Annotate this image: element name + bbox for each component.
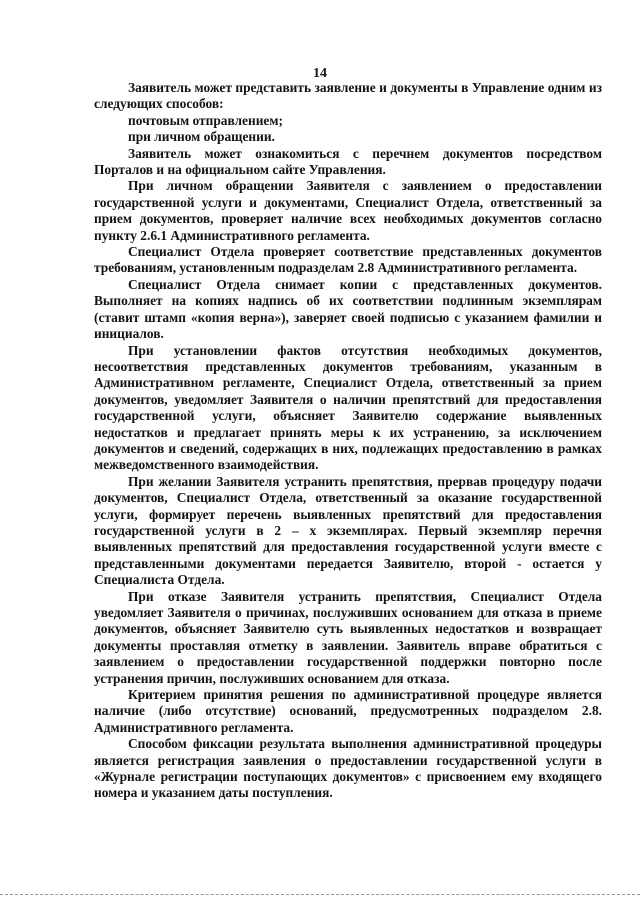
paragraph-missing-documents: При установлении фактов отсутствия необходимых документов, несоответствия представленных документов требованиям, указанным в Административном регламенте, Специалист Отдела, ответственный за прием документов, уведомляет Заявителя о наличии препятствий для предоставления государственной услуги, объясняет Заявителю содержание выявленных недостатков и предлагает принять меры к их устранению, за исключением документов и сведений, содержащих в них, подлежащих предоставлению в рамках межведомственного взаимодействия. [94,342,602,473]
list-item-postal: почтовым отправлением; [128,112,283,128]
page-bottom-edge [0,894,640,895]
paragraph-copies: Специалист Отдела снимает копии с представленных документов. Выполняет на копиях надпись об их соответствии подлинным экземплярам (ставит штамп «копия верна»), заверяет своей подписью с указанием фамилии и инициалов. [94,276,602,342]
paragraph-result-recording: Способом фиксации результата выполнения административной процедуры является регистрация заявления о предоставлении государственной услуги в «Журнале регистрации поступающих документов» с присвоением ему входящего номера и указанием даты поступления. [94,736,602,801]
page-number: 14 [313,66,327,81]
paragraph-remove-obstacles: При желании Заявителя устранить препятствия, прервав процедуру подачи документов, Специалист Отдела, ответственный за оказание государственной услуги, формирует перечень выявленных препятствий для предоставления государственной услуги в 2 – х экземплярах. Первый экземпляр перечня выявленных препятствий для предоставления государственной услуги вместе с представленными документами передается Заявителю, второй - остается у Специалиста Отдела. [94,473,602,588]
list-item-in-person: при личном обращении. [128,129,275,145]
paragraph-refusal: При отказе Заявителя устранить препятствия, Специалист Отдела уведомляет Заявителя о причинах, послуживших основанием для отказа в приеме документов, объясняет Заявителю суть выявленных недостатков и возвращает документы проставляя отметку в заявлении. Заявитель вправе обратиться с заявлением о предоставлении государственной поддержки повторно после устранения причин, послуживших основанием для отказа. [94,588,602,686]
paragraph-decision-criterion: Критерием принятия решения по административной процедуре является наличие (либо отсутствие) оснований, предусмотренных подразделом 2.8. Административного регламента. [94,687,602,735]
paragraph-submission-methods: Заявитель может представить заявление и документы в Управление одним из следующих способов: [94,80,602,112]
document-body [94,80,602,802]
paragraph-documents-list: Заявитель может ознакомиться с перечнем документов посредством Порталов и на официальном сайте Управления. [94,145,602,178]
paragraph-personal-visit: При личном обращении Заявителя с заявлением о предоставлении государственной услуги и документами, Специалист Отдела, ответственный за прием документов, проверяет наличие всех необходимых документов согласно пункту 2.6.1 Административного регламента. [94,178,602,243]
paragraph-compliance-check: Специалист Отдела проверяет соответствие представленных документов требованиям, установленным подразделам 2.8 Административного регламента. [94,244,602,276]
